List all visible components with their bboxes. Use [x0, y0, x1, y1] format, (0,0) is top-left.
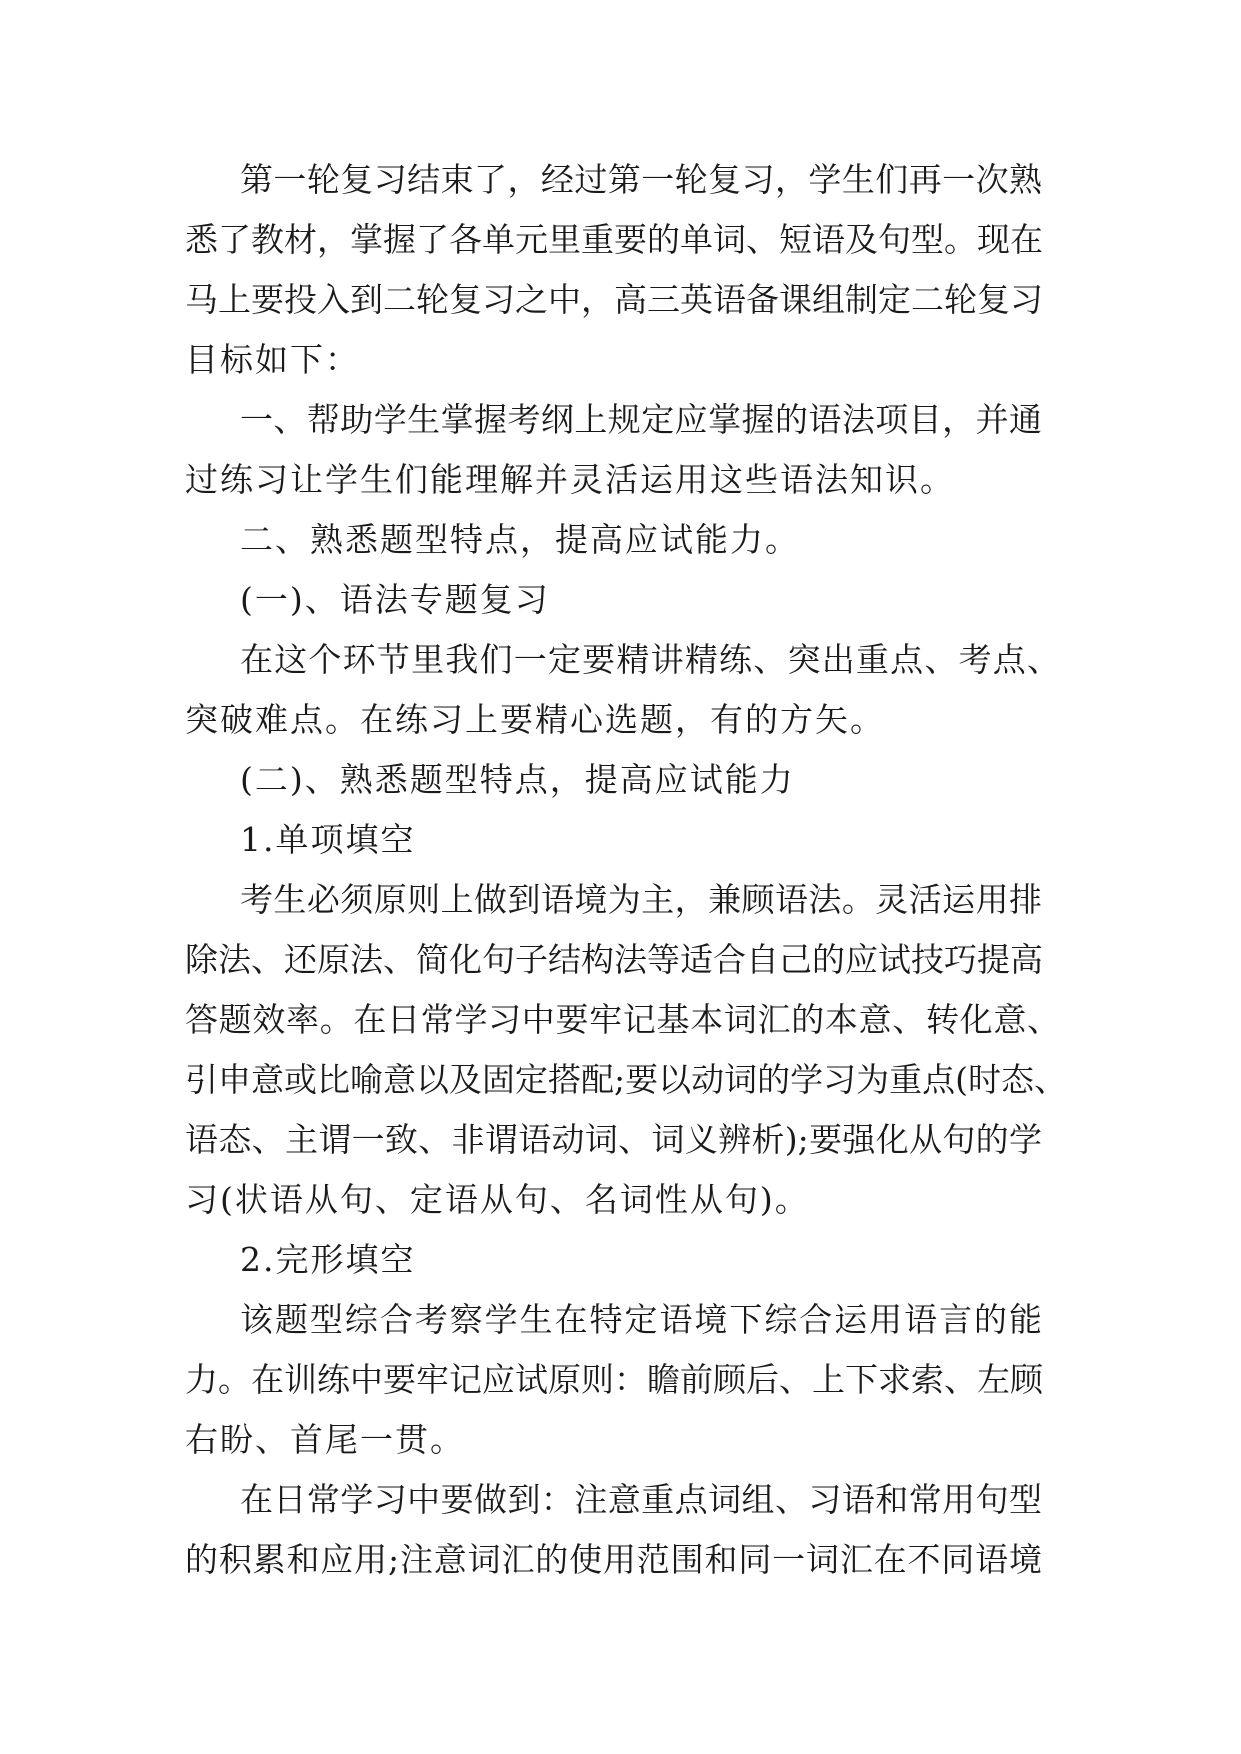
text-line: 马上要投入到二轮复习之中，高三英语备课组制定二轮复习	[185, 280, 1043, 319]
text-line: 引申意或比喻意以及固定搭配;要以动词的学习为重点(时态、	[185, 1060, 1067, 1099]
text-line: 一、帮助学生掌握考纲上规定应掌握的语法项目，并通	[240, 400, 1042, 439]
text-line: 答题效率。在日常学习中要牢记基本词汇的本意、转化意、	[185, 1000, 1060, 1039]
text-line: 习(状语从句、定语从句、名词性从句)。	[185, 1180, 810, 1219]
section-heading: (一)、语法专题复习	[240, 580, 550, 619]
text-line: 语态、主谓一致、非谓语动词、词义辨析);要强化从句的学	[185, 1120, 1042, 1159]
text-line: 力。在训练中要牢记应试原则：瞻前顾后、上下求索、左顾	[185, 1360, 1043, 1399]
text-line: 突破难点。在练习上要精心选题，有的方矢。	[185, 700, 885, 739]
text-line: 目标如下：	[185, 340, 360, 379]
text-line: 该题型综合考察学生在特定语境下综合运用语言的能	[240, 1300, 1042, 1339]
text-line: 除法、还原法、简化句子结构法等适合自己的应试技巧提高	[185, 940, 1043, 979]
text-line: 第一轮复习结束了，经过第一轮复习，学生们再一次熟	[240, 160, 1042, 199]
subsection-heading: 2.完形填空	[240, 1240, 416, 1279]
section-heading: (二)、熟悉题型特点，提高应试能力	[240, 760, 795, 799]
text-line: 的积累和应用;注意词汇的使用范围和同一词汇在不同语境	[185, 1540, 1042, 1579]
text-line: 在这个环节里我们一定要精讲精练、突出重点、考点、	[240, 640, 1060, 679]
text-line: 考生必须原则上做到语境为主，兼顾语法。灵活运用排	[240, 880, 1042, 919]
text-line: 右盼、首尾一贯。	[185, 1420, 465, 1459]
text-line: 在日常学习中要做到：注意重点词组、习语和常用句型	[240, 1480, 1042, 1519]
subsection-heading: 1.单项填空	[240, 820, 416, 859]
text-line: 悉了教材，掌握了各单元里重要的单词、短语及句型。现在	[185, 220, 1043, 259]
text-line: 过练习让学生们能理解并灵活运用这些语法知识。	[185, 460, 955, 499]
text-line: 二、熟悉题型特点，提高应试能力。	[240, 520, 800, 559]
